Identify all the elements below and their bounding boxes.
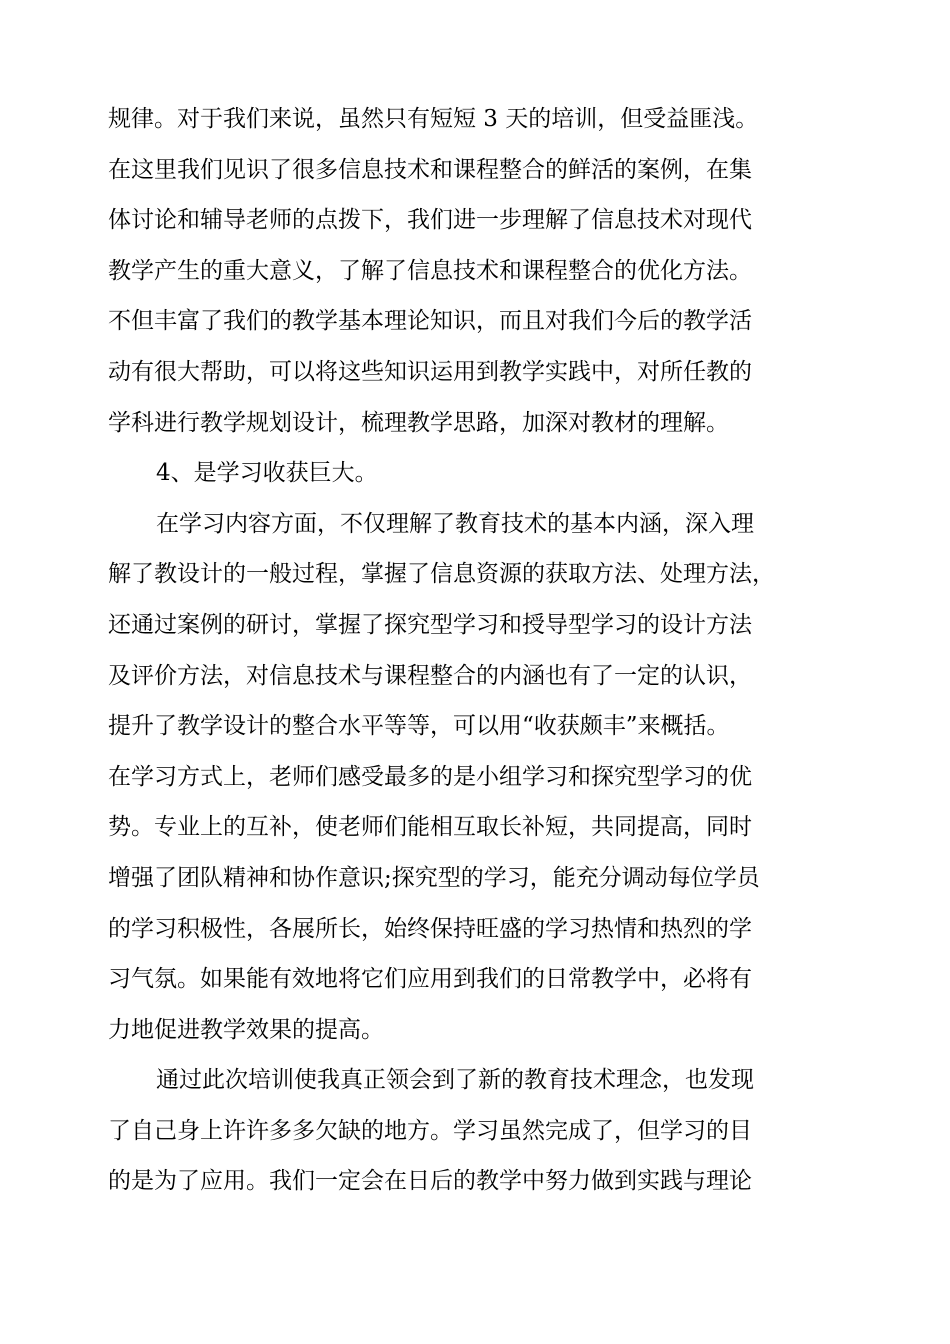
text-line-11: 还通过案例的研讨，掌握了探究型学习和授导型学习的设计方法 bbox=[108, 611, 752, 638]
text-line-3: 体讨论和辅导老师的点拨下，我们进一步理解了信息技术对现代 bbox=[108, 207, 752, 234]
text-line-7: 学科进行教学规划设计，梳理教学思路，加深对教材的理解。 bbox=[108, 409, 729, 436]
text-line-6: 动有很大帮助，可以将这些知识运用到教学实践中，对所任教的 bbox=[108, 358, 752, 385]
text-line-20: 通过此次培训使我真正领会到了新的教育技术理念，也发现 bbox=[156, 1067, 754, 1094]
text-line-18: 习气氛。如果能有效地将它们应用到我们的日常教学中，必将有 bbox=[108, 966, 752, 993]
text-line-16: 增强了团队精神和协作意识;探究型的学习，能充分调动每位学员 bbox=[108, 864, 760, 891]
text-line-15: 势。专业上的互补，使老师们能相互取长补短，共同提高，同时 bbox=[108, 814, 752, 841]
text-line-1: 规律。对于我们来说，虽然只有短短 3 天的培训，但受益匪浅。 bbox=[108, 106, 759, 132]
text-line-12: 及评价方法，对信息技术与课程整合的内涵也有了一定的认识， bbox=[108, 662, 752, 689]
text-line-19: 力地促进教学效果的提高。 bbox=[108, 1016, 384, 1043]
text-line-22: 的是为了应用。我们一定会在日后的教学中努力做到实践与理论 bbox=[108, 1168, 752, 1195]
text-line-9: 在学习内容方面，不仅理解了教育技术的基本内涵，深入理 bbox=[156, 510, 754, 537]
text-line-13: 提升了教学设计的整合水平等等，可以用“收获颇丰”来概括。 bbox=[108, 713, 730, 740]
text-line-5: 不但丰富了我们的教学基本理论知识，而且对我们今后的教学活 bbox=[108, 308, 752, 335]
body-text bbox=[108, 94, 848, 1207]
text-line-4: 教学产生的重大意义，了解了信息技术和课程整合的优化方法。 bbox=[108, 257, 752, 284]
section-heading: 4、是学习收获巨大。 bbox=[156, 460, 378, 487]
text-line-21: 了自己身上许许多多欠缺的地方。学习虽然完成了，但学习的目 bbox=[108, 1117, 752, 1144]
text-line-2: 在这里我们见识了很多信息技术和课程整合的鲜活的案例，在集 bbox=[108, 156, 752, 183]
text-line-10: 解了教设计的一般过程，掌握了信息资源的获取方法、处理方法， bbox=[108, 561, 775, 588]
text-line-14: 在学习方式上，老师们感受最多的是小组学习和探究型学习的优 bbox=[108, 763, 752, 790]
text-line-17: 的学习积极性，各展所长，始终保持旺盛的学习热情和热烈的学 bbox=[108, 915, 752, 942]
